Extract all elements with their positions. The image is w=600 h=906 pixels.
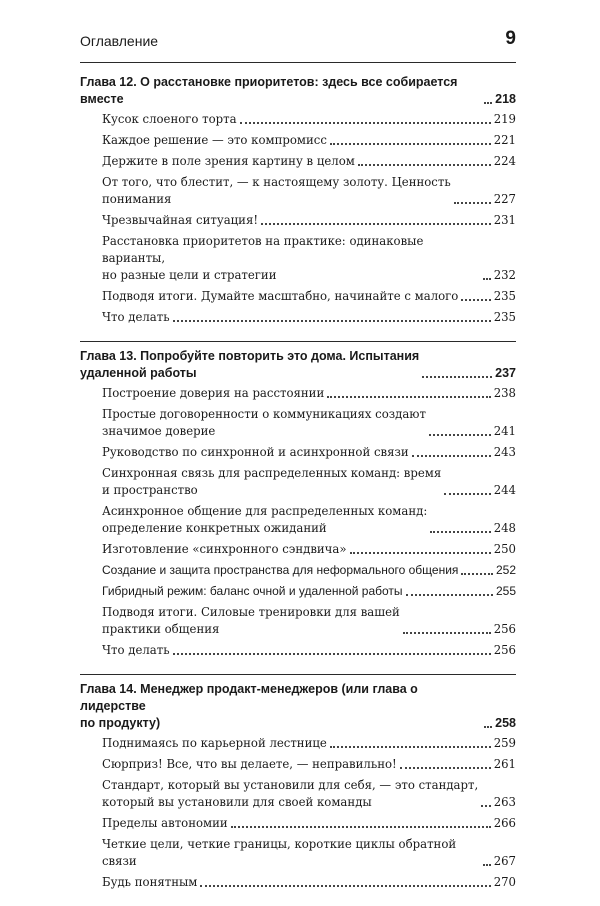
entry-title bbox=[102, 815, 228, 832]
entry-title bbox=[102, 583, 403, 600]
entry-title-line: Сюрприз! Все, что вы делаете, — неправильно! bbox=[102, 757, 397, 771]
entry-page-number: 224 bbox=[493, 154, 516, 168]
entry-title-line: Синхронная связь для распределенных команд: время bbox=[102, 466, 442, 480]
toc-entry[interactable] bbox=[102, 287, 516, 308]
entry-page-number: 244 bbox=[493, 483, 516, 497]
entry-page-number: 227 bbox=[493, 192, 516, 206]
entry-title-line: Руководство по синхронной и асинхронной связи bbox=[102, 445, 409, 459]
entry-title bbox=[102, 562, 458, 579]
toc-entry[interactable] bbox=[102, 152, 516, 173]
page-number: 9 bbox=[505, 28, 516, 49]
entry-page-number: 235 bbox=[493, 289, 516, 303]
toc-entry[interactable] bbox=[102, 734, 516, 755]
entry-title-line: значимое доверие bbox=[102, 424, 216, 438]
table-of-contents bbox=[80, 74, 516, 906]
entry-page-number: 221 bbox=[493, 133, 516, 147]
toc-entry[interactable] bbox=[102, 405, 516, 443]
dot-leader bbox=[484, 102, 492, 104]
entry-title bbox=[102, 503, 427, 537]
chapter-title-row[interactable] bbox=[80, 74, 516, 110]
dot-leader bbox=[330, 143, 491, 145]
dot-leader bbox=[484, 726, 492, 728]
entry-title-line: Подводя итоги. Силовые тренировки для вашей bbox=[102, 605, 400, 619]
chapter-title bbox=[80, 348, 419, 382]
chapter-title bbox=[80, 74, 481, 108]
entry-title-line: Расстановка приоритетов на практике: одинаковые варианты, bbox=[102, 234, 424, 265]
toc-entry[interactable] bbox=[102, 211, 516, 232]
entry-page-number: 243 bbox=[493, 445, 516, 459]
entry-title-line: Построение доверия на расстоянии bbox=[102, 386, 325, 400]
toc-entry[interactable] bbox=[102, 814, 516, 835]
entry-page-number: 252 bbox=[495, 563, 516, 577]
entry-page-number: 266 bbox=[493, 816, 516, 830]
chapter-page-number: 218 bbox=[495, 92, 516, 106]
entry-page-number: 255 bbox=[495, 584, 516, 598]
entry-page-number: 263 bbox=[493, 795, 516, 809]
dot-leader bbox=[173, 320, 491, 322]
dot-leader bbox=[200, 885, 490, 887]
toc-entry[interactable] bbox=[102, 232, 516, 287]
toc-entry[interactable] bbox=[102, 641, 516, 662]
entry-title-line: и пространство bbox=[102, 483, 198, 497]
entry-title bbox=[102, 465, 441, 499]
entry-page-number: 256 bbox=[493, 622, 516, 636]
header-rule bbox=[80, 62, 516, 63]
toc-entry[interactable] bbox=[102, 603, 516, 641]
entry-title bbox=[102, 777, 478, 811]
entry-page-number: 235 bbox=[493, 310, 516, 324]
entry-title-line: Что делать bbox=[102, 310, 170, 324]
entry-title-line: Каждое решение — это компромисс bbox=[102, 133, 327, 147]
dot-leader bbox=[483, 278, 491, 280]
toc-entry[interactable] bbox=[102, 582, 516, 603]
dot-leader bbox=[261, 223, 491, 225]
entry-page-number: 238 bbox=[493, 386, 516, 400]
entry-page-number: 248 bbox=[493, 521, 516, 535]
chapter-title-line: Глава 12. О расстановке приоритетов: здесь все собирается вместе bbox=[80, 75, 458, 106]
entry-page-number: 261 bbox=[493, 757, 516, 771]
entry-title-line: Кусок слоеного торта bbox=[102, 112, 237, 126]
entry-title bbox=[102, 756, 397, 773]
entry-title-line: практики общения bbox=[102, 622, 220, 636]
entry-title-line: Чрезвычайная ситуация! bbox=[102, 213, 259, 227]
entry-title bbox=[102, 132, 327, 149]
entry-page-number: 267 bbox=[493, 854, 516, 868]
entry-title-line: Поднимаясь по карьерной лестнице bbox=[102, 736, 327, 750]
toc-entry[interactable] bbox=[102, 502, 516, 540]
toc-entry[interactable] bbox=[102, 755, 516, 776]
entry-title bbox=[102, 385, 324, 402]
dot-leader bbox=[231, 826, 491, 828]
chapter-page-number: 237 bbox=[495, 366, 516, 380]
entry-title bbox=[102, 541, 347, 558]
toc-entry[interactable] bbox=[102, 540, 516, 561]
entry-title bbox=[102, 735, 327, 752]
entry-page-number: 250 bbox=[493, 542, 516, 556]
chapter-section bbox=[80, 341, 516, 662]
dot-leader bbox=[350, 552, 491, 554]
entry-page-number: 241 bbox=[493, 424, 516, 438]
toc-entry[interactable] bbox=[102, 173, 516, 211]
dot-leader bbox=[461, 299, 490, 301]
entry-title bbox=[102, 444, 409, 461]
running-head: Оглавление bbox=[80, 33, 159, 49]
entry-title-line: Что делать bbox=[102, 643, 170, 657]
entry-title bbox=[102, 836, 480, 870]
toc-entry[interactable] bbox=[102, 873, 516, 894]
chapter-section bbox=[80, 74, 516, 329]
entry-title-line: определение конкретных ожиданий bbox=[102, 521, 327, 535]
entry-title-line: Асинхронное общение для распределенных команд: bbox=[102, 504, 428, 518]
dot-leader bbox=[406, 594, 493, 596]
entry-title bbox=[102, 406, 426, 440]
entry-title-line: Будь понятным bbox=[102, 875, 198, 889]
entry-title-line: Создание и защита пространства для неформального общения bbox=[102, 563, 459, 577]
entry-title-line: Четкие цели, четкие границы, короткие циклы обратной связи bbox=[102, 837, 457, 868]
entry-title-line: Простые договоренности о коммуникациях создают bbox=[102, 407, 426, 421]
entry-title bbox=[102, 604, 400, 638]
dot-leader bbox=[400, 767, 491, 769]
toc-entry[interactable] bbox=[102, 384, 516, 405]
dot-leader bbox=[483, 864, 491, 866]
entry-title-line: Гибридный режим: баланс очной и удаленной работы bbox=[102, 584, 403, 598]
dot-leader bbox=[403, 632, 491, 634]
toc-entry[interactable] bbox=[102, 464, 516, 502]
entry-title-line: От того, что блестит, — к настоящему золоту. Ценность bbox=[102, 175, 451, 189]
page-header bbox=[80, 28, 516, 54]
chapter-section bbox=[80, 674, 516, 894]
dot-leader bbox=[327, 396, 490, 398]
entry-title bbox=[102, 288, 458, 305]
entry-title bbox=[102, 642, 170, 659]
dot-leader bbox=[461, 573, 493, 575]
entry-title bbox=[102, 174, 451, 208]
entry-title-line: но разные цели и стратегии bbox=[102, 268, 277, 282]
chapter-title-line: Глава 14. Менеджер продакт-менеджеров (или глава о лидерстве bbox=[80, 682, 418, 713]
entry-title bbox=[102, 111, 237, 128]
entry-page-number: 231 bbox=[493, 213, 516, 227]
chapter-title-line: по продукту) bbox=[80, 716, 161, 730]
entry-title-line: Стандарт, который вы установили для себя, — это стандарт, bbox=[102, 778, 479, 792]
chapter-title-line: Глава 13. Попробуйте повторить это дома. Испытания bbox=[80, 349, 420, 363]
entry-title bbox=[102, 874, 197, 891]
entry-title bbox=[102, 212, 258, 229]
toc-entry[interactable] bbox=[102, 308, 516, 329]
entry-page-number: 259 bbox=[493, 736, 516, 750]
entry-title-line: Пределы автономии bbox=[102, 816, 228, 830]
dot-leader bbox=[240, 122, 491, 124]
entry-title bbox=[102, 153, 355, 170]
entry-title bbox=[102, 233, 480, 284]
toc-entry[interactable] bbox=[102, 835, 516, 873]
toc-entry[interactable] bbox=[102, 561, 516, 582]
dot-leader bbox=[330, 746, 491, 748]
toc-entry[interactable] bbox=[102, 443, 516, 464]
entry-page-number: 232 bbox=[493, 268, 516, 282]
dot-leader bbox=[430, 531, 490, 533]
entry-title-line: который вы установили для своей команды bbox=[102, 795, 372, 809]
entry-title-line: Изготовление «синхронного сэндвича» bbox=[102, 542, 347, 556]
dot-leader bbox=[444, 493, 490, 495]
dot-leader bbox=[429, 434, 491, 436]
toc-entry[interactable] bbox=[102, 110, 516, 131]
entry-title bbox=[102, 309, 170, 326]
chapter-title-line: удаленной работы bbox=[80, 366, 197, 380]
dot-leader bbox=[173, 653, 491, 655]
dot-leader bbox=[481, 805, 490, 807]
chapter-page-number: 258 bbox=[495, 716, 516, 730]
toc-entry[interactable] bbox=[102, 131, 516, 152]
entry-page-number: 256 bbox=[493, 643, 516, 657]
chapter-title bbox=[80, 681, 481, 732]
dot-leader bbox=[412, 455, 491, 457]
entry-page-number: 219 bbox=[493, 112, 516, 126]
dot-leader bbox=[454, 202, 491, 204]
dot-leader bbox=[422, 376, 492, 378]
entry-title-line: понимания bbox=[102, 192, 172, 206]
chapter-title-row[interactable] bbox=[80, 348, 516, 384]
toc-entry[interactable] bbox=[102, 776, 516, 814]
chapter-title-row[interactable] bbox=[80, 681, 516, 734]
entry-title-line: Держите в поле зрения картину в целом bbox=[102, 154, 355, 168]
dot-leader bbox=[358, 164, 491, 166]
entry-title-line: Подводя итоги. Думайте масштабно, начинайте с малого bbox=[102, 289, 459, 303]
entry-page-number: 270 bbox=[493, 875, 516, 889]
